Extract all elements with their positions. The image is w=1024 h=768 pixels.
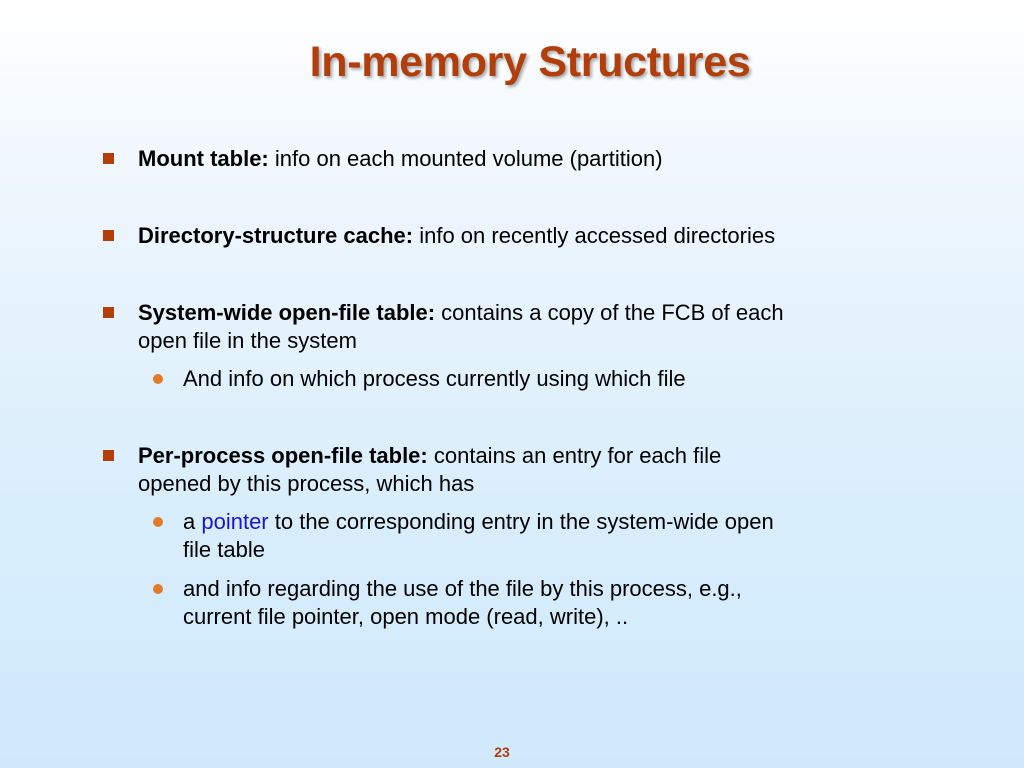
sub-bullet-prefix: a bbox=[183, 509, 202, 534]
sub-bullet-text: and info regarding the use of the file by this process, e.g., bbox=[183, 576, 742, 601]
round-bullet-icon bbox=[153, 517, 163, 527]
square-bullet-icon bbox=[103, 307, 114, 318]
square-bullet-icon bbox=[103, 153, 114, 164]
bullet-text bbox=[138, 299, 784, 327]
round-bullet-icon bbox=[153, 584, 163, 594]
sub-bullet-text-continued: file table bbox=[183, 537, 265, 562]
bullet-text-continued: opened by this process, which has bbox=[138, 471, 475, 496]
round-bullet-icon bbox=[153, 374, 163, 384]
square-bullet-icon bbox=[103, 450, 114, 461]
bullet-term: Mount table: bbox=[138, 146, 269, 171]
bullet-text-continued: open file in the system bbox=[138, 328, 357, 353]
bullet-term: Per-process open-file table: bbox=[138, 443, 428, 468]
bullet-body: contains an entry for each file bbox=[427, 443, 722, 468]
bullet-text bbox=[138, 222, 775, 250]
slide-title: In-memory Structures bbox=[309, 38, 751, 86]
sub-bullet-text-continued: current file pointer, open mode (read, write), .. bbox=[183, 604, 629, 629]
square-bullet-icon bbox=[103, 230, 114, 241]
sub-bullet-text bbox=[183, 508, 774, 536]
bullet-text bbox=[138, 442, 721, 470]
bullet-term: System-wide open-file table: bbox=[138, 300, 436, 325]
sub-bullet-body: to the corresponding entry in the system-wide open bbox=[268, 509, 774, 534]
bullet-text bbox=[138, 145, 663, 173]
bullet-body: contains a copy of the FCB of each bbox=[435, 300, 784, 325]
sub-bullet-text: And info on which process currently using which file bbox=[183, 366, 686, 391]
bullet-term: Directory-structure cache: bbox=[138, 223, 414, 248]
page-number: 23 bbox=[494, 744, 510, 760]
bullet-body: info on each mounted volume (partition) bbox=[268, 146, 663, 171]
pointer-link[interactable]: pointer bbox=[201, 509, 269, 534]
bullet-body: info on recently accessed directories bbox=[413, 223, 776, 248]
